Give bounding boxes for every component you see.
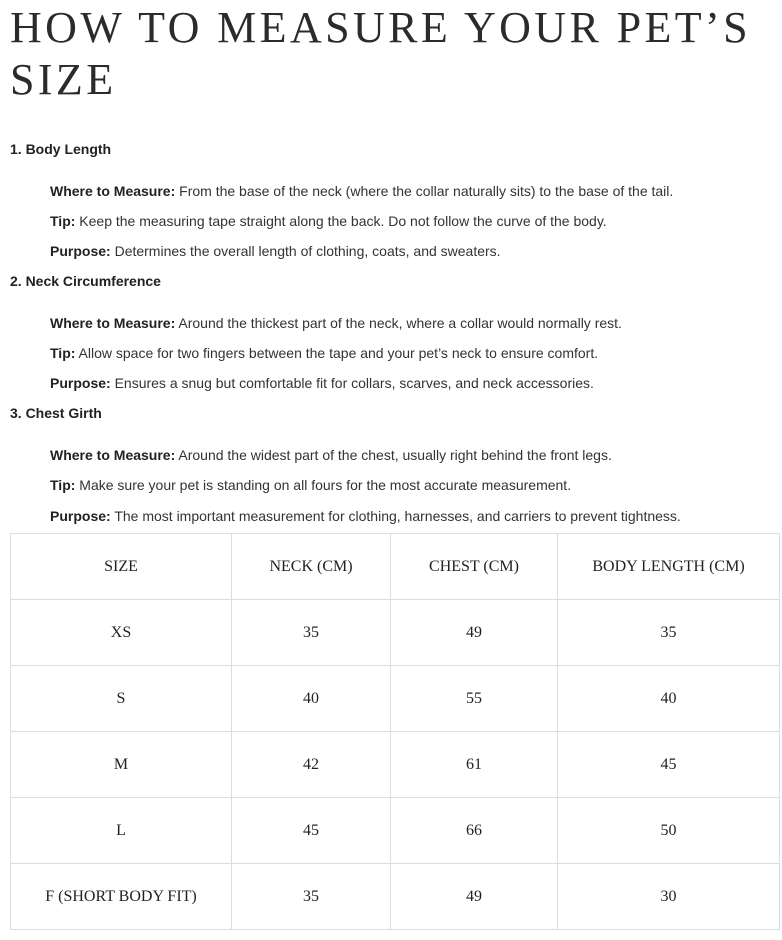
tip-label: Tip: xyxy=(50,345,76,361)
tip-text: Allow space for two fingers between the tape and your pet’s neck to ensure comfort. xyxy=(75,345,599,361)
size-cell: XS xyxy=(11,600,232,666)
purpose-label: Purpose: xyxy=(50,375,111,391)
where-label: Where to Measure: xyxy=(50,315,176,331)
page-title: HOW TO MEASURE YOUR PET’S SIZE xyxy=(10,3,751,104)
where-label: Where to Measure: xyxy=(50,447,176,463)
tip-text: Make sure your pet is standing on all fours for the most accurate measurement. xyxy=(75,477,572,493)
where-label: Where to Measure: xyxy=(50,183,176,199)
chest-cell: 49 xyxy=(391,600,558,666)
neck-tip xyxy=(50,344,598,362)
table-header-row xyxy=(11,534,780,600)
section-heading-body-length: 1. Body Length xyxy=(10,141,112,157)
table-row xyxy=(11,666,780,732)
column-header-body-length: BODY LENGTH (CM) xyxy=(558,534,780,600)
table-row xyxy=(11,600,780,666)
chest-tip xyxy=(50,476,571,494)
chest-where xyxy=(50,446,612,464)
body-length-cell: 40 xyxy=(558,666,780,732)
neck-cell: 42 xyxy=(232,732,391,798)
table-row xyxy=(11,732,780,798)
neck-cell: 45 xyxy=(232,798,391,864)
size-cell: F (SHORT BODY FIT) xyxy=(11,864,232,930)
neck-where xyxy=(50,314,622,332)
body-length-cell: 45 xyxy=(558,732,780,798)
purpose-text: The most important measurement for clothing, harnesses, and carriers to prevent tightness. xyxy=(110,508,681,524)
chest-cell: 49 xyxy=(391,864,558,930)
tip-label: Tip: xyxy=(50,213,76,229)
purpose-text: Determines the overall length of clothing, coats, and sweaters. xyxy=(110,243,501,259)
chest-cell: 61 xyxy=(391,732,558,798)
column-header-chest: CHEST (CM) xyxy=(391,534,558,600)
purpose-label: Purpose: xyxy=(50,508,111,524)
size-cell: S xyxy=(11,666,232,732)
chest-cell: 55 xyxy=(391,666,558,732)
column-header-size: SIZE xyxy=(11,534,232,600)
where-text: Around the widest part of the chest, usually right behind the front legs. xyxy=(175,447,612,463)
neck-cell: 35 xyxy=(232,864,391,930)
size-cell: M xyxy=(11,732,232,798)
purpose-text: Ensures a snug but comfortable fit for collars, scarves, and neck accessories. xyxy=(110,375,594,391)
purpose-label: Purpose: xyxy=(50,243,111,259)
body-length-cell: 35 xyxy=(558,600,780,666)
section-heading-neck-circumference: 2. Neck Circumference xyxy=(10,273,161,289)
neck-cell: 40 xyxy=(232,666,391,732)
tip-text: Keep the measuring tape straight along the back. Do not follow the curve of the body. xyxy=(75,213,607,229)
neck-purpose xyxy=(50,374,594,392)
table-row xyxy=(11,798,780,864)
column-header-neck: NECK (CM) xyxy=(232,534,391,600)
section-heading-chest-girth: 3. Chest Girth xyxy=(10,405,102,421)
size-chart-table xyxy=(10,533,780,930)
chest-purpose xyxy=(50,507,681,525)
neck-cell: 35 xyxy=(232,600,391,666)
tip-label: Tip: xyxy=(50,477,76,493)
where-text: From the base of the neck (where the collar naturally sits) to the base of the tail. xyxy=(175,183,674,199)
body-length-purpose xyxy=(50,242,501,260)
table-row xyxy=(11,864,780,930)
where-text: Around the thickest part of the neck, where a collar would normally rest. xyxy=(175,315,622,331)
chest-cell: 66 xyxy=(391,798,558,864)
body-length-cell: 30 xyxy=(558,864,780,930)
size-cell: L xyxy=(11,798,232,864)
body-length-tip xyxy=(50,212,607,230)
body-length-where xyxy=(50,182,673,200)
body-length-cell: 50 xyxy=(558,798,780,864)
